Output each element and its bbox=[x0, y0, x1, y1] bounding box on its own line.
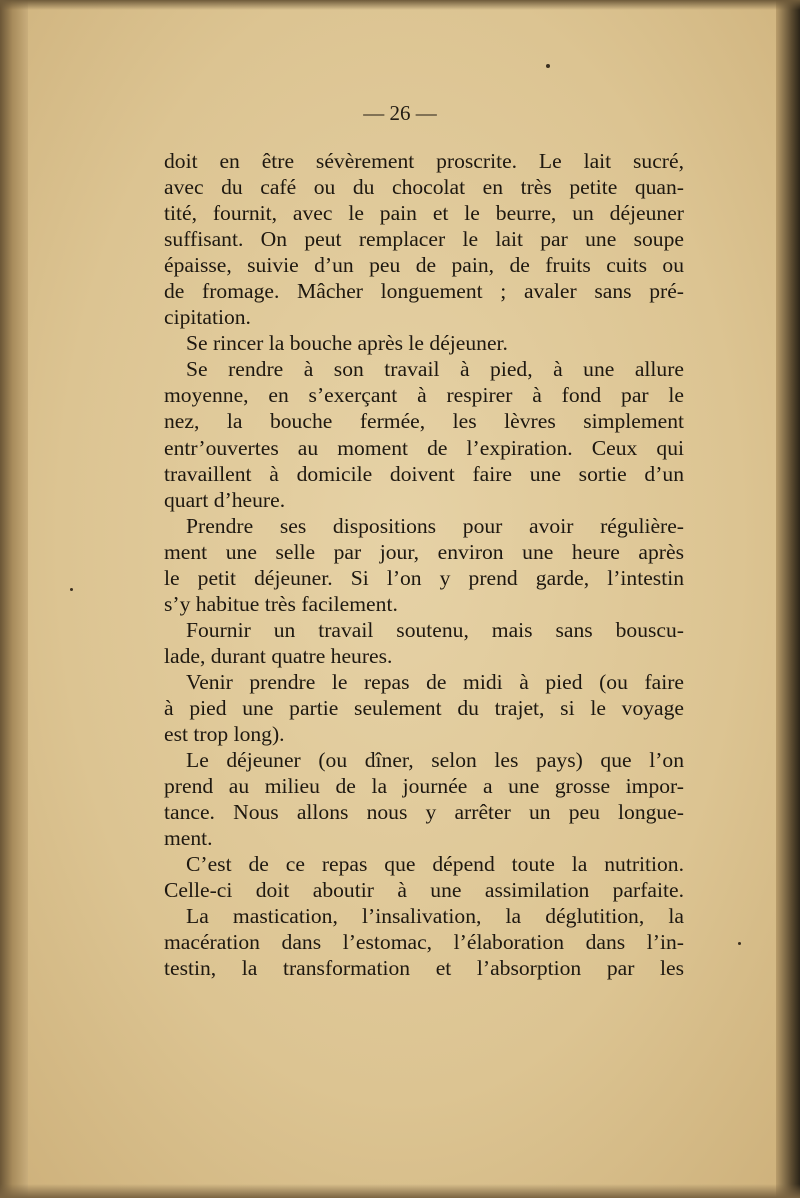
text-line: s’y habitue très facilement. bbox=[164, 591, 398, 616]
text-line: Le déjeuner (ou dîner, selon les pays) que l’on bbox=[186, 748, 684, 773]
text-line: suffisant. On peut remplacer le lait par une soupe bbox=[164, 227, 684, 252]
text-line: tité, fournit, avec le pain et le beurre, un déjeuner bbox=[164, 201, 684, 226]
text-line: Se rincer la bouche après le déjeuner. bbox=[186, 331, 508, 356]
ink-speck bbox=[738, 942, 741, 945]
left-binding-edge bbox=[0, 0, 28, 1198]
text-line: épaisse, suivie d’un peu de pain, de fruits cuits ou bbox=[164, 253, 684, 278]
text-line: ment. bbox=[164, 826, 213, 851]
text-line: cipitation. bbox=[164, 305, 251, 330]
ink-speck bbox=[70, 588, 73, 591]
bottom-edge-shadow bbox=[0, 1184, 800, 1198]
text-line: ment une selle par jour, environ une heure après bbox=[164, 539, 684, 564]
text-line: Prendre ses dispositions pour avoir régulière- bbox=[186, 513, 684, 538]
text-line: doit en être sévèrement proscrite. Le lait sucré, bbox=[164, 149, 684, 173]
text-line: Venir prendre le repas de midi à pied (ou faire bbox=[186, 669, 684, 694]
text-line: Se rendre à son travail à pied, à une allure bbox=[186, 357, 684, 382]
text-line: C’est de ce repas que dépend toute la nutrition. bbox=[186, 852, 684, 877]
text-line: entr’ouvertes au moment de l’expiration. Ceux qui bbox=[164, 435, 684, 460]
text-line: lade, durant quatre heures. bbox=[164, 643, 393, 668]
text-line: tance. Nous allons nous y arrêter un peu longue- bbox=[164, 800, 684, 825]
text-line: quart d’heure. bbox=[164, 487, 286, 512]
right-page-edge bbox=[776, 0, 800, 1198]
page-number: — 26 — bbox=[363, 101, 437, 125]
text-line: nez, la bouche fermée, les lèvres simplement bbox=[164, 409, 684, 434]
text-line: moyenne, en s’exerçant à respirer à fond par le bbox=[164, 383, 684, 408]
text-line: de fromage. Mâcher longuement ; avaler sans pré- bbox=[164, 279, 684, 304]
text-line: à pied une partie seulement du trajet, si le voyage bbox=[164, 695, 684, 720]
text-line: travaillent à domicile doivent faire une sortie d’un bbox=[164, 461, 684, 486]
text-line: prend au milieu de la journée a une grosse impor- bbox=[164, 774, 684, 799]
text-line: testin, la transformation et l’absorption par les bbox=[164, 956, 684, 981]
text-line: macération dans l’estomac, l’élaboration dans l’in- bbox=[164, 930, 684, 955]
text-line: Celle-ci doit aboutir à une assimilation parfaite. bbox=[164, 878, 684, 903]
ink-speck bbox=[546, 64, 550, 68]
text-line: La mastication, l’insalivation, la déglutition, la bbox=[186, 904, 684, 929]
top-edge-shadow bbox=[0, 0, 800, 10]
body-text bbox=[164, 148, 684, 982]
text-line: est trop long). bbox=[164, 722, 285, 747]
text-line: Fournir un travail soutenu, mais sans bouscu- bbox=[186, 617, 684, 642]
text-line: avec du café ou du chocolat en très petite quan- bbox=[164, 175, 684, 200]
text-line: le petit déjeuner. Si l’on y prend garde, l’intestin bbox=[164, 565, 684, 590]
